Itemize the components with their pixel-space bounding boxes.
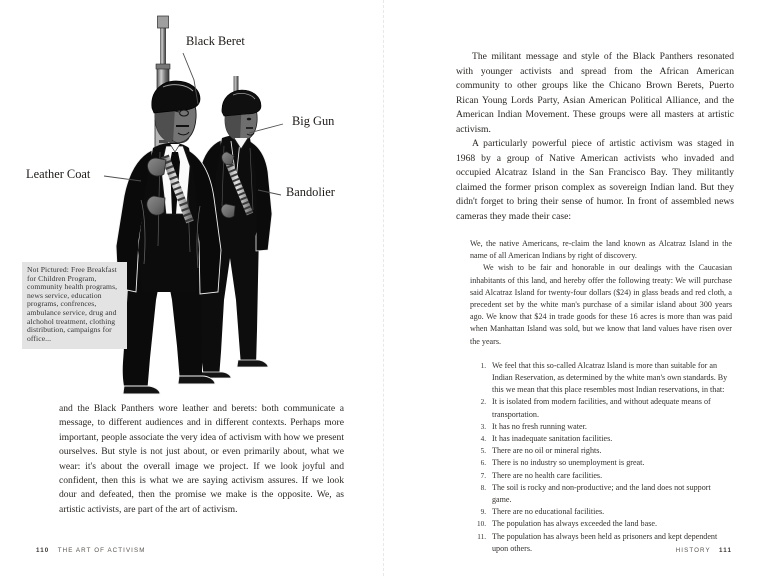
left-folio: 110 — [36, 547, 50, 554]
list-item: It has inadequate sanitation facilities. — [492, 434, 613, 444]
list-item: The population has always been held as prisoners and kept dependent upon others. — [492, 531, 718, 553]
left-body-paragraph: and the Black Panthers wore leather and berets: both communicate a message, to different audiences and in different contexts. Perhaps more important, people associate the very idea of activism with how we present ourselves. But style is not just about, or even primarily about, what we wear: it's about the overall image we project. If we look joyful and confident, then this is what we are saying activism assures. If we look dour and defeated, then the promise we make is the opposite. We, as artistic activists, are part of the art of activism. — [59, 403, 344, 515]
list-item: The soil is rocky and non-productive; and the land does not support game. — [492, 482, 711, 505]
figure-label-black-beret: Black Beret — [186, 34, 245, 48]
list-item: There are no educational facilities. — [492, 507, 605, 517]
quote-paragraph-1: We, the native Americans, re-claim the land known as Alcatraz Island in the name of all American Indians by right of discovery. — [470, 239, 732, 261]
figure-label-big-gun: Big Gun — [292, 114, 335, 128]
right-running-head: HISTORY — [675, 547, 711, 554]
list-item: It has no fresh running water. — [492, 421, 587, 431]
quote-paragraph-2: We wish to be fair and honorable in our dealings with the Caucasian inhabitants of this land, and hereby offer the following treaty: We will purchase said Alcatraz Island for twenty-four dollars ($24) in glass beads and red cloth, a precedent set by the white man's purchase of a similar island about 300 years ago. We know that $24 in trade goods for these 16 acres is more than was paid when Manhattan Island was sold, but we know that land values have risen over the years. — [470, 263, 732, 346]
list-item: We feel that this so-called Alcatraz Island is more than suitable for an Indian Reservation, as determined by the white man's own standards. By this we mean that this place resembles most Indian reservations, in that: — [492, 360, 728, 395]
list-item: The population has always exceeded the land base. — [492, 519, 657, 529]
left-running-head: THE ART OF ACTIVISM — [57, 547, 146, 554]
right-folio: 111 — [719, 547, 732, 554]
alcatraz-proclamation-quote — [470, 238, 732, 348]
right-page — [384, 0, 768, 576]
figure-label-leather-coat: Leather Coat — [26, 167, 91, 181]
list-item: There is no industry so unemployment is great. — [492, 458, 645, 468]
not-pictured-note-text: Not Pictured: Free Breakfast for Children Program, community health programs, news service, education programs, confrences, ambulance service, drug and alchohol treatment, clothing distribution, campaigns for office... — [27, 265, 118, 343]
right-paragraph-2: A particularly powerful piece of artistic activism was staged in 1968 by a group of Native American activists who invaded and occupied Alcatraz Island in the San Francisco Bay. They militantly claimed the former prison complex as sovereign Indian land. But they didn't forget to bring their sense of humor. In front of assembled news cameras they made their case: — [456, 138, 734, 222]
figure-label-bandolier: Bandolier — [286, 185, 335, 199]
not-pictured-note-box — [22, 262, 127, 349]
right-page-footer — [676, 547, 732, 554]
list-item: It is isolated from modern facilities, and without adequate means of transportation. — [492, 397, 711, 419]
list-item: There are no health care facilities. — [492, 470, 603, 480]
right-page-column — [456, 50, 734, 555]
left-page-body — [59, 402, 344, 517]
left-page-footer — [36, 547, 145, 554]
list-item: There are no oil or mineral rights. — [492, 446, 602, 456]
right-paragraph-1: The militant message and style of the Black Panthers resonated with younger activists and spread from the African American community to other groups like the Chicano Brown Berets, Puerto Rican Young Lords Party, Asian American Political Alliance, and the American Indian Movement. These groups were all masters at artistic activism. — [456, 51, 734, 135]
alcatraz-claims-list — [470, 360, 732, 555]
